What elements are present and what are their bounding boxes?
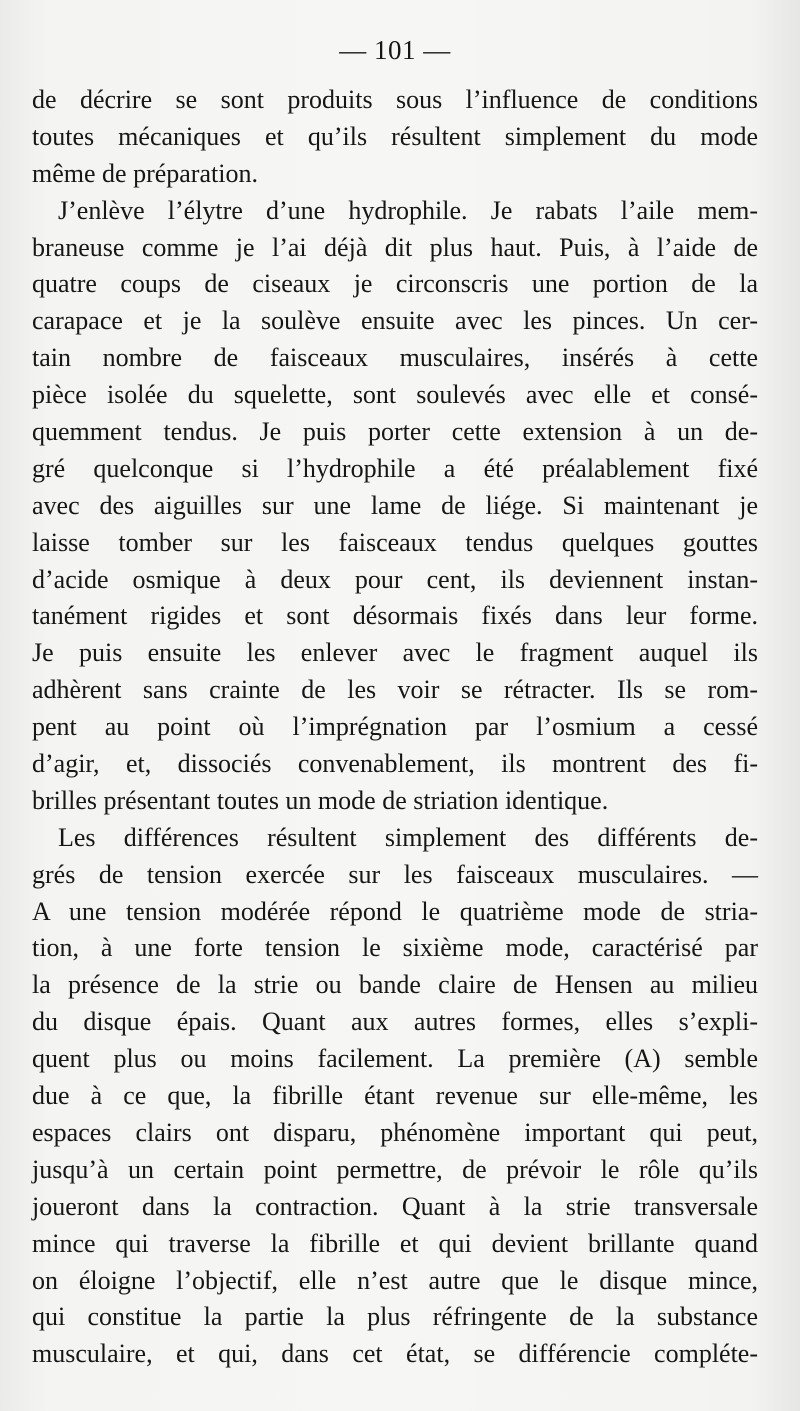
text-line: joueront dans la contraction. Quant à la strie transversale: [32, 1191, 758, 1221]
text-line: espaces clairs ont disparu, phénomène important qui peut,: [32, 1117, 758, 1147]
text-line: on éloigne l’objectif, elle n’est autre que le disque mince,: [32, 1265, 758, 1295]
text-line: tion, à une forte tension le sixième mode, caractérisé par: [32, 933, 758, 963]
text-line: gré quelconque si l’hydrophile a été préalablement fixé: [32, 453, 758, 483]
paragraph-2: [32, 193, 758, 820]
text-line: jusqu’à un certain point permettre, de prévoir le rôle qu’ils: [32, 1154, 758, 1184]
text-line: d’acide osmique à deux pour cent, ils deviennent instan-: [32, 564, 758, 594]
paragraph-3: [32, 820, 758, 1373]
text-line: d’agir, et, dissociés convenablement, ils montrent des fi-: [32, 749, 758, 779]
text-line: du disque épais. Quant aux autres formes, elles s’expli-: [32, 1007, 758, 1037]
text-line: tain nombre de faisceaux musculaires, insérés à cette: [32, 343, 758, 373]
text-line: tanément rigides et sont désormais fixés dans leur forme.: [32, 601, 758, 631]
text-line: la présence de la strie ou bande claire de Hensen au milieu: [32, 970, 758, 1000]
text-line: brilles présentant toutes un mode de striation identique.: [32, 785, 609, 815]
paragraph-1: [32, 82, 758, 193]
body-text: [32, 82, 758, 1373]
page-number: — 101 —: [339, 35, 451, 65]
text-line: quatre coups de ciseaux je circonscris une portion de la: [32, 269, 758, 299]
text-line: A une tension modérée répond le quatrième mode de stria-: [32, 896, 758, 926]
text-line: pièce isolée du squelette, sont soulevés avec elle et consé-: [32, 380, 758, 410]
text-line: même de préparation.: [32, 158, 258, 188]
text-line: pent au point où l’imprégnation par l’osmium a cessé: [32, 712, 758, 742]
text-line: Je puis ensuite les enlever avec le fragment auquel ils: [32, 638, 758, 668]
text-line: due à ce que, la fibrille étant revenue sur elle-même, les: [32, 1081, 758, 1111]
text-line: qui constitue la partie la plus réfringente de la substance: [32, 1302, 758, 1332]
text-line: carapace et je la soulève ensuite avec les pinces. Un cer-: [32, 306, 758, 336]
text-line: avec des aiguilles sur une lame de liége. Si maintenant je: [32, 490, 758, 520]
text-line: quent plus ou moins facilement. La première (A) semble: [32, 1044, 758, 1074]
text-line: toutes mécaniques et qu’ils résultent simplement du mode: [32, 121, 758, 151]
text-line: J’enlève l’élytre d’une hydrophile. Je rabats l’aile mem-: [58, 195, 758, 225]
text-line: de décrire se sont produits sous l’influence de conditions: [32, 85, 758, 114]
text-line: Les différences résultent simplement des différents de-: [58, 822, 758, 852]
text-line: quemment tendus. Je puis porter cette extension à un de-: [32, 417, 758, 447]
text-line: grés de tension exercée sur les faisceaux musculaires. —: [32, 859, 758, 889]
text-line: braneuse comme je l’ai déjà dit plus haut. Puis, à l’aide de: [32, 232, 758, 262]
text-line: laisse tomber sur les faisceaux tendus quelques gouttes: [32, 527, 758, 557]
text-line: mince qui traverse la fibrille et qui devient brillante quand: [32, 1228, 758, 1258]
text-line: musculaire, et qui, dans cet état, se différencie compléte-: [32, 1339, 758, 1369]
text-line: adhèrent sans crainte de les voir se rétracter. Ils se rom-: [32, 675, 758, 705]
